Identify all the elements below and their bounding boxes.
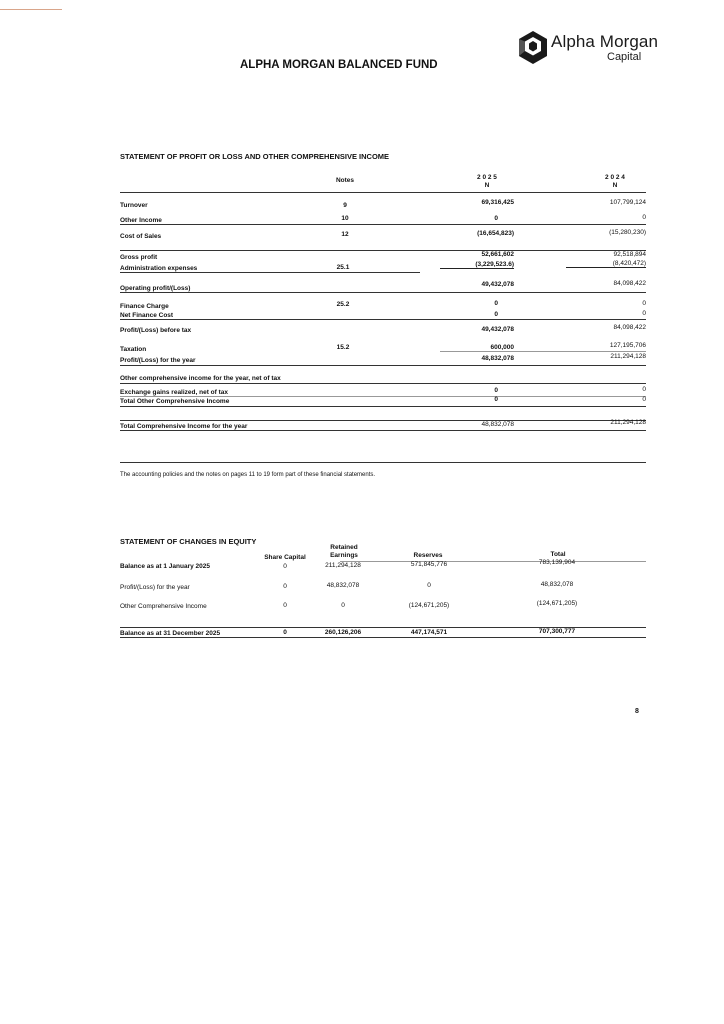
equity-row-retained: 260,126,206: [324, 629, 362, 636]
pl-row-note: 25.1: [336, 264, 350, 271]
pl-2025-header: 2 0 2 5: [477, 174, 497, 181]
pl-row-note: 12: [341, 231, 349, 238]
equity-row-total: 707,300,777: [538, 628, 576, 635]
pl-row-2025: 48,832,078: [481, 421, 514, 428]
pl-row-2024: 127,195,706: [609, 342, 646, 349]
equity-row-total: (124,671,205): [536, 600, 578, 607]
pl-row-label: Turnover: [120, 202, 148, 209]
pl-row-2025: 52,661,602: [481, 251, 514, 258]
equity-row-share-capital: 0: [283, 629, 287, 636]
equity-header-rule: [340, 561, 646, 562]
equity-row-reserves: 0: [427, 582, 431, 589]
pl-row-2025: 49,432,078: [481, 281, 514, 288]
equity-row-share-capital: 0: [283, 583, 287, 590]
pl-row-note: 10: [341, 215, 349, 222]
pl-rule: [120, 383, 646, 384]
equity-row-share-capital: 0: [283, 602, 287, 609]
pl-row-note: 9: [343, 202, 347, 209]
pl-row-label: Other Income: [120, 217, 162, 224]
equity-row-retained: 211,294,128: [325, 562, 361, 569]
equity-rule: [120, 637, 646, 638]
pl-row-note: 25.2: [336, 301, 350, 308]
pl-rule: [120, 406, 646, 407]
pl-row-2024: 0: [642, 396, 646, 403]
pl-rule: [120, 430, 646, 431]
pl-row-label: Taxation: [120, 346, 147, 353]
pl-row-label: Operating profit/(Loss): [120, 285, 191, 292]
pl-row-label: Other comprehensive income for the year, net of tax: [120, 375, 281, 382]
document-title: ALPHA MORGAN BALANCED FUND: [240, 59, 438, 71]
pl-row-label: Finance Charge: [120, 303, 169, 310]
pl-row-label: Exchange gains realized, net of tax: [120, 389, 229, 396]
pl-section-title: STATEMENT OF PROFIT OR LOSS AND OTHER COMPREHENSIVE INCOME: [120, 152, 390, 161]
pl-rule: [120, 224, 646, 225]
pl-row-2024: 84,098,422: [613, 280, 646, 287]
equity-row-reserves: (124,671,205): [408, 602, 450, 609]
pl-row-2025: 49,432,078: [481, 326, 514, 333]
pl-rule: [120, 272, 420, 273]
pl-row-label: Administration expenses: [120, 265, 198, 272]
pl-notes-header: Notes: [335, 177, 355, 184]
equity-total-header: Total: [550, 551, 566, 558]
pl-row-label: Cost of Sales: [120, 233, 162, 240]
equity-row-reserves: 447,174,571: [410, 629, 448, 636]
section-separator: [120, 462, 646, 463]
pl-row-label: Gross profit: [120, 254, 158, 261]
equity-row-retained: 48,832,078: [326, 582, 360, 589]
pl-rule: [120, 292, 646, 293]
pl-row-label: Total Other Comprehensive Income: [120, 398, 230, 405]
equity-row-share-capital: 0: [283, 563, 287, 570]
pl-row-2024: 0: [642, 386, 646, 393]
equity-row-label: Balance as at 31 December 2025: [120, 630, 221, 637]
alpha-morgan-logo-icon: [519, 31, 547, 64]
pl-row-2024: 211,294,128: [610, 353, 646, 360]
pl-row-2024: 107,799,124: [609, 199, 646, 206]
pl-footnote: The accounting policies and the notes on pages 11 to 19 form part of these financial statements.: [120, 472, 376, 478]
pl-row-label: Total Comprehensive Income for the year: [120, 423, 248, 430]
pl-row-2025: 48,832,078: [481, 355, 514, 362]
brand-name: Alpha Morgan: [551, 32, 659, 51]
pl-rule: [120, 319, 646, 320]
brand-subtitle: Capital: [607, 51, 642, 63]
equity-row-retained: 0: [341, 602, 345, 609]
equity-share-capital-header: Share Capital: [264, 554, 306, 561]
pl-rule: [120, 365, 646, 366]
top-rule: [0, 9, 62, 10]
equity-section-title: STATEMENT OF CHANGES IN EQUITY: [120, 537, 257, 546]
pl-row-2025: 600,000: [490, 344, 514, 351]
pl-rule: [440, 351, 646, 352]
pl-row-2024: 211,294,128: [610, 419, 646, 426]
pl-row-label: Profit/(Loss) before tax: [120, 327, 192, 334]
pl-row-2025: 0: [494, 387, 498, 394]
pl-row-label: Profit/(Loss) for the year: [120, 357, 196, 364]
page-number: 8: [635, 708, 639, 715]
pl-row-2025: 69,316,425: [481, 199, 514, 206]
equity-retained-header-2: Earnings: [330, 552, 358, 559]
pl-row-2025: 0: [494, 311, 498, 318]
pl-row-note: 15.2: [336, 344, 350, 351]
equity-row-label: Other Comprehensive Income: [120, 603, 207, 610]
pl-row-2025: 0: [494, 300, 498, 307]
equity-row-total: 783,139,904: [538, 559, 576, 566]
equity-row-reserves: 571,845,776: [410, 561, 448, 568]
pl-row-2025: (3,229,523.6): [440, 261, 514, 269]
pl-row-2024: (15,280,230): [609, 229, 646, 236]
pl-row-2024: (8,420,472): [566, 260, 646, 268]
pl-row-label: Net Finance Cost: [120, 312, 174, 319]
equity-row-label: Profit/(Loss) for the year: [120, 584, 190, 591]
pl-row-2025: (16,654,823): [477, 230, 514, 237]
equity-reserves-header: Reserves: [413, 552, 443, 559]
equity-row-total: 48,832,078: [540, 581, 574, 588]
pl-row-2025: 0: [494, 215, 498, 222]
pl-header-rule: [120, 192, 646, 193]
pl-row-2024: 0: [642, 214, 646, 221]
equity-retained-header: Retained: [330, 544, 358, 551]
pl-row-2024: 0: [642, 310, 646, 317]
pl-row-2024: 92,518,894: [613, 251, 646, 258]
pl-2025-currency: N: [484, 182, 490, 189]
pl-row-2025: 0: [494, 396, 498, 403]
pl-2024-currency: N: [612, 182, 618, 189]
equity-row-label: Balance as at 1 January 2025: [120, 563, 210, 570]
pl-2024-header: 2 0 2 4: [605, 174, 625, 181]
pl-row-2024: 84,098,422: [613, 324, 646, 331]
pl-row-2024: 0: [642, 300, 646, 307]
